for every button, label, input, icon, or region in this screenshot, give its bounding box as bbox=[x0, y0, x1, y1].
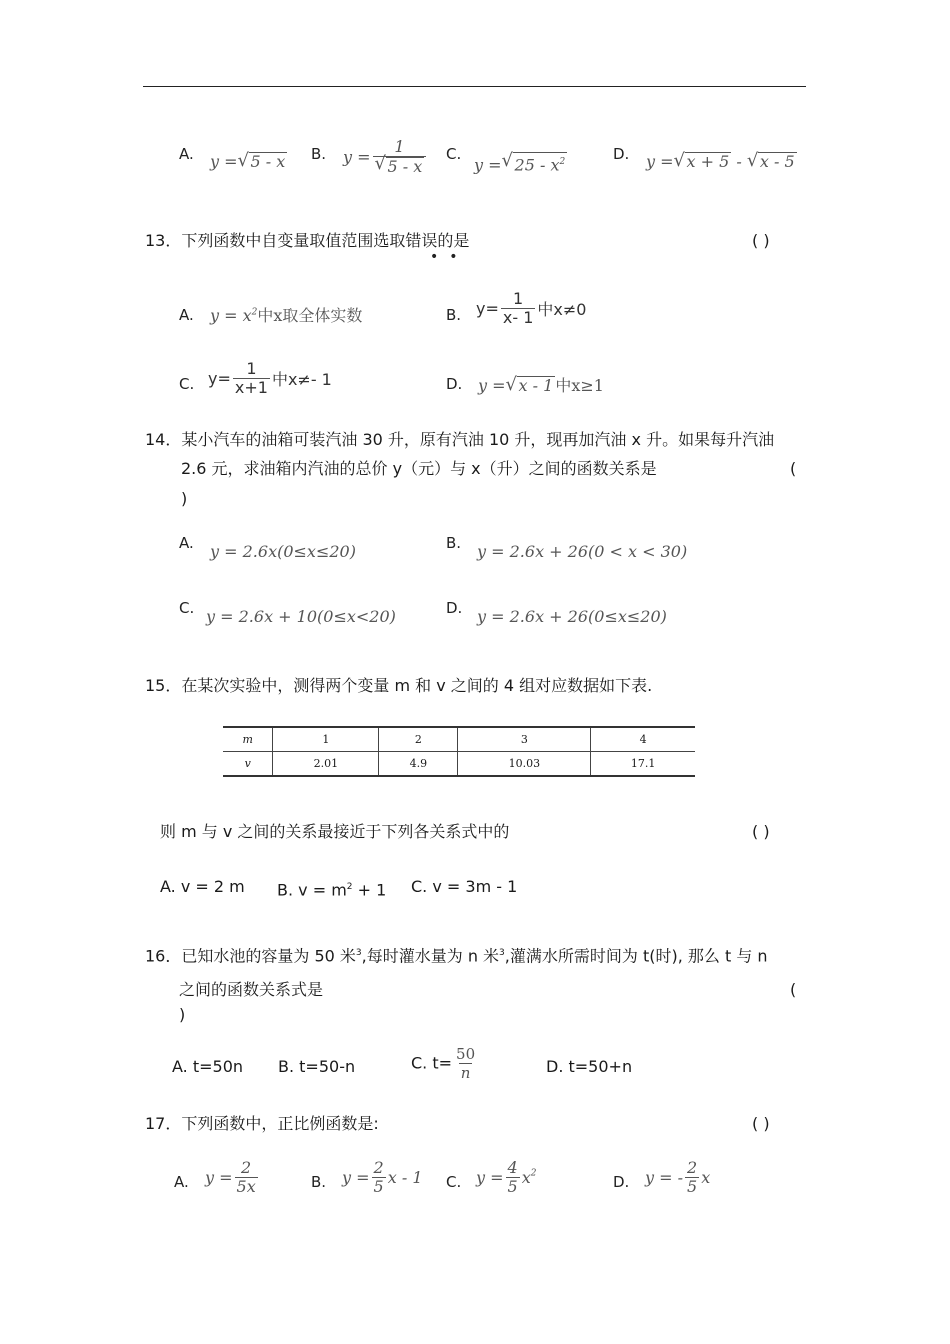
q12-option-c-expr: y =√ $25 - x^2$ bbox=[474, 152, 567, 174]
q16-stem-line2: 之间的函数关系式是 bbox=[179, 980, 324, 999]
q15-data-table bbox=[223, 726, 695, 777]
table-cell: 1 bbox=[273, 727, 379, 752]
q13-option-d-label[interactable]: D. bbox=[446, 375, 463, 393]
q15-option-a[interactable]: A. v = 2 m bbox=[160, 877, 245, 896]
table-cell: m bbox=[223, 727, 273, 752]
q13-answer-paren[interactable]: ( ) bbox=[752, 231, 770, 250]
q17-option-c-label[interactable]: C. bbox=[446, 1173, 462, 1191]
q16-option-a[interactable]: A. t=50n bbox=[172, 1057, 244, 1076]
table-cell: 2.01 bbox=[273, 752, 379, 777]
q14-answer-paren-close: ) bbox=[181, 489, 188, 508]
q17-option-b-expr: y = $\frac{2}{5}$ x - 1 bbox=[342, 1158, 423, 1196]
q14-option-b-expr: y = 2.6x + 26(0 < x < 30) bbox=[477, 542, 688, 561]
q16-answer-paren-open[interactable]: ( bbox=[790, 980, 797, 999]
q17-option-a-label[interactable]: A. bbox=[174, 1173, 189, 1191]
table-row bbox=[223, 727, 695, 752]
q16-option-c[interactable]: C. t= $\frac{50}{n}$ bbox=[411, 1045, 476, 1082]
q13-stem: 13．下列函数中自变量取值范围选取错误的是 bbox=[145, 231, 470, 250]
q13-option-a-label[interactable]: A. bbox=[179, 306, 194, 324]
q12-option-c-label[interactable]: C. bbox=[446, 145, 462, 163]
q13-option-c-expr: y= $\frac{1}{x+1}$ 中x≠- 1 bbox=[208, 359, 332, 397]
q17-option-a-expr: y = $\frac{2}{5x}$ bbox=[205, 1158, 256, 1196]
table-cell: 10.03 bbox=[458, 752, 591, 777]
table-cell: 2 bbox=[379, 727, 458, 752]
q13-option-b-label[interactable]: B. bbox=[446, 306, 462, 324]
q17-option-b-label[interactable]: B. bbox=[311, 1173, 327, 1191]
q15-question: 则 m 与 v 之间的关系最接近于下列各关系式中的 bbox=[160, 822, 510, 841]
q14-option-b-label[interactable]: B. bbox=[446, 534, 462, 552]
q12-option-d-expr: y =√ x + 5 - √ x - 5 bbox=[646, 152, 797, 171]
q14-option-c-label[interactable]: C. bbox=[179, 599, 195, 617]
q14-option-a-label[interactable]: A. bbox=[179, 534, 194, 552]
q14-answer-paren-open[interactable]: ( bbox=[790, 459, 797, 478]
q12-option-b-expr: y = 1 √ 5 - x bbox=[343, 138, 428, 176]
q17-answer-paren[interactable]: ( ) bbox=[752, 1114, 770, 1133]
q17-option-d-label[interactable]: D. bbox=[613, 1173, 630, 1191]
table-cell: 3 bbox=[458, 727, 591, 752]
q13-emphasis-dots: •• bbox=[430, 249, 469, 265]
q17-option-d-expr: y = - $\frac{2}{5}$ x bbox=[645, 1158, 711, 1196]
q14-option-d-label[interactable]: D. bbox=[446, 599, 463, 617]
q12-option-a-expr: y =√ 5 - x bbox=[210, 152, 287, 171]
q17-stem: 17．下列函数中，正比例函数是: bbox=[145, 1114, 379, 1133]
q13-option-c-label[interactable]: C. bbox=[179, 375, 195, 393]
q14-stem-line1: 14．某小汽车的油箱可装汽油 30 升，原有汽油 10 升，现再加汽油 x 升。如果每升汽油 bbox=[145, 430, 775, 449]
q12-option-d-label[interactable]: D. bbox=[613, 145, 630, 163]
q16-option-b[interactable]: B. t=50-n bbox=[278, 1057, 356, 1076]
q14-option-c-expr: y = 2.6x + 10(0≤x<20) bbox=[206, 607, 396, 626]
q16-option-d[interactable]: D. t=50+n bbox=[546, 1057, 633, 1076]
table-cell: 4 bbox=[591, 727, 695, 752]
q13-option-a-expr: $y = x^2$中x取全体实数 bbox=[210, 306, 363, 325]
table-row bbox=[223, 752, 695, 777]
q16-answer-paren-close: ) bbox=[179, 1005, 186, 1024]
header-rule bbox=[143, 86, 806, 87]
q14-stem-line2: 2.6 元，求油箱内汽油的总价 y（元）与 x（升）之间的函数关系是 bbox=[181, 459, 657, 478]
q13-option-d-expr: y =√ x - 1 中x≥1 bbox=[478, 373, 604, 396]
table-cell: 17.1 bbox=[591, 752, 695, 777]
q14-option-a-expr: y = 2.6x(0≤x≤20) bbox=[210, 542, 356, 561]
q14-option-d-expr: y = 2.6x + 26(0≤x≤20) bbox=[477, 607, 667, 626]
table-cell: 4.9 bbox=[379, 752, 458, 777]
q15-stem: 15．在某次实验中，测得两个变量 m 和 v 之间的 4 组对应数据如下表. bbox=[145, 676, 653, 695]
q15-answer-paren[interactable]: ( ) bbox=[752, 822, 770, 841]
q16-stem-line1: 16．已知水池的容量为 50 米$^3$,每时灌水量为 n 米$^3$,灌满水所需时间为 t(时), 那么 t 与 n bbox=[145, 946, 768, 966]
table-cell: v bbox=[223, 752, 273, 777]
q15-option-b[interactable]: B. $v = m^2 + 1$ bbox=[277, 880, 387, 900]
q12-option-a-label[interactable]: A. bbox=[179, 145, 194, 163]
q17-option-c-expr: y = $\frac{4}{5}$ $x^2$ bbox=[476, 1158, 537, 1196]
q15-option-c[interactable]: C. v = 3m - 1 bbox=[411, 877, 518, 896]
q13-option-b-expr: y= $\frac{1}{x- 1}$ 中x≠0 bbox=[476, 289, 587, 327]
q12-option-b-label[interactable]: B. bbox=[311, 145, 327, 163]
